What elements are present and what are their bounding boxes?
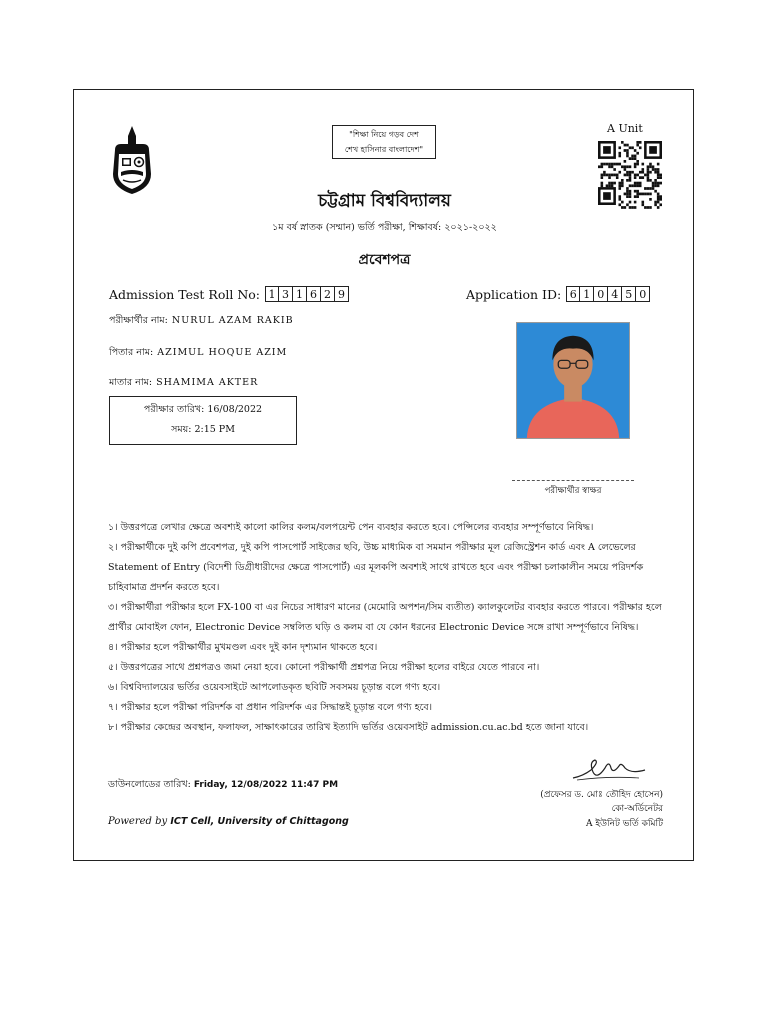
instruction-item: ৬। বিশ্ববিদ্যালয়ের ভর্তির ওয়েবসাইটে আপলোডকৃত ছবিটি সবসময় চূড়ান্ত বলে গণ্য হবে। bbox=[108, 682, 441, 693]
instruction-item: ৭। পরীক্ষার হলে পরীক্ষা পরিদর্শক বা প্রধান পরিদর্শক এর সিদ্ধান্তই চূড়ান্ত বলে গণ্য হবে। bbox=[108, 702, 433, 713]
instruction-item: ২। পরীক্ষার্থীকে দুই কপি প্রবেশপত্র, দুই কপি পাসপোর্ট সাইজের ছবি, উচ্চ মাধ্যমিক বা সমমান পরীক্ষার মূল রেজিস্ট্রেশন কার্ড এবং A লেভেলের Statement of Entry (বিদেশী ডিগ্রীধারীদের ক্ষেত্রে পাসপোর্ট) এর মূলকপি অবশ্যই সাথে রাখতে হবে এবং পরীক্ষা চলাকালীন সময়ে পরিদর্শক চাহিবামাত্র প্রদর্শন করতে হবে। bbox=[108, 542, 644, 593]
candidate-photo bbox=[516, 322, 630, 439]
powered-label: Powered by bbox=[108, 816, 168, 827]
exam-date-label: পরীক্ষার তারিখ: bbox=[143, 404, 205, 415]
download-date-row bbox=[108, 778, 338, 793]
download-date-label: ডাউনলোডের তারিখ: bbox=[108, 779, 191, 790]
exam-schedule-box bbox=[109, 396, 297, 445]
exam-time-label: সময়: bbox=[171, 424, 192, 435]
candidate-name-row bbox=[109, 314, 294, 329]
exam-date-row bbox=[110, 400, 296, 420]
application-id bbox=[466, 286, 650, 302]
coordinator-role: কো-অর্ডিনেটর bbox=[611, 804, 663, 814]
roll-digit: 9 bbox=[335, 286, 349, 302]
slogan-line-2: শেখ হাসিনার বাংলাদেশ" bbox=[344, 145, 424, 154]
admit-card bbox=[73, 89, 694, 861]
university-logo-icon bbox=[107, 124, 157, 196]
instruction-item: ৮। পরীক্ষার কেন্দ্রের অবস্থান, ফলাফল, সাক্ষাৎকারের তারিখ ইত্যাদি ভর্তির ওয়েবসাইট admission.cu.ac.bd হতে জানা যাবে। bbox=[108, 722, 589, 733]
mother-name: SHAMIMA AKTER bbox=[156, 377, 259, 388]
signature-line bbox=[512, 480, 634, 481]
father-name-label: পিতার নাম: bbox=[109, 347, 154, 358]
roll-number bbox=[109, 286, 349, 302]
application-digit: 5 bbox=[622, 286, 636, 302]
slogan-box bbox=[332, 125, 436, 159]
instruction-item: ৩। পরীক্ষার্থীরা পরীক্ষার হলে FX-100 বা এর নিচের সাধারণ মানের (মেমোরি অপশন/সিম ব্যতীত) ক্যালকুলেটর ব্যবহার করতে পারবে। পরীক্ষার হলে প্রার্থীর মোবাইল ফোন, Electronic Device সম্বলিত ঘড়ি ও কলম বা যে কোন ধরনের Electronic Device সঙ্গে রাখা সম্পূর্ণভাবে নিষিদ্ধ। bbox=[108, 602, 662, 633]
application-digit: 1 bbox=[580, 286, 594, 302]
roll-digit: 1 bbox=[265, 286, 279, 302]
download-date: Friday, 12/08/2022 11:47 PM bbox=[193, 780, 339, 790]
roll-digit: 2 bbox=[321, 286, 335, 302]
signature-label: পরীক্ষার্থীর স্বাক্ষর bbox=[544, 486, 602, 496]
coordinator-name: (প্রফেসর ড. মোঃ তৌহিদ হোসেন) bbox=[540, 790, 663, 800]
admission-committee: A ইউনিট ভর্তি কমিটি bbox=[585, 819, 663, 829]
application-label: Application ID: bbox=[466, 286, 562, 302]
instruction-item: ৪। পরীক্ষার হলে পরীক্ষার্থীর মুখমণ্ডল এবং দুই কান দৃশ্যমান থাকতে হবে। bbox=[108, 642, 378, 653]
slogan-line-1: "শিক্ষা নিয়ে গড়ব দেশ bbox=[349, 130, 419, 139]
exam-description: ১ম বর্ষ স্নাতক (সম্মান) ভর্তি পরীক্ষা, শিক্ষাবর্ষ: ২০২১-২০২২ bbox=[272, 222, 497, 233]
instruction-item: ১। উত্তরপত্রে লেখার ক্ষেত্রে অবশ্যই কালো কালির কলম/বলপয়েন্ট পেন ব্যবহার করতে হবে। পেন্সিলের ব্যবহার সম্পূর্ণভাবে নিষিদ্ধ। bbox=[108, 522, 594, 533]
roll-digits bbox=[265, 286, 349, 302]
powered-by-org: ICT Cell, University of Chittagong bbox=[170, 816, 349, 827]
university-name: চট্টগ্রাম বিশ্ববিদ্যালয় bbox=[318, 191, 451, 211]
candidate-name: NURUL AZAM RAKIB bbox=[171, 315, 294, 326]
candidate-name-label: পরীক্ষার্থীর নাম: bbox=[109, 315, 168, 326]
coordinator-signature-icon bbox=[569, 754, 649, 784]
roll-digit: 3 bbox=[279, 286, 293, 302]
application-digits bbox=[566, 286, 650, 302]
application-digit: 0 bbox=[594, 286, 608, 302]
exam-date: 16/08/2022 bbox=[207, 404, 263, 415]
exam-time-row bbox=[110, 420, 296, 440]
application-digit: 6 bbox=[566, 286, 580, 302]
exam-time: 2:15 PM bbox=[194, 424, 235, 435]
instruction-item: ৫। উত্তরপত্রের সাথে প্রশ্নপত্রও জমা নেয়া হবে। কোনো পরীক্ষার্থী প্রশ্নপত্র নিয়ে পরীক্ষা হলের বাইরে যেতে পারবে না। bbox=[108, 662, 540, 673]
father-name: AZIMUL HOQUE AZIM bbox=[157, 347, 288, 358]
application-digit: 0 bbox=[636, 286, 650, 302]
application-digit: 4 bbox=[608, 286, 622, 302]
mother-name-row bbox=[109, 376, 258, 391]
document-title: প্রবেশপত্র bbox=[358, 252, 411, 268]
mother-name-label: মাতার নাম: bbox=[109, 377, 153, 388]
instructions-list bbox=[108, 518, 664, 738]
unit-label: A Unit bbox=[607, 122, 643, 135]
roll-label: Admission Test Roll No: bbox=[109, 286, 261, 302]
father-name-row bbox=[109, 346, 287, 361]
powered-by-row bbox=[108, 816, 349, 827]
roll-digit: 1 bbox=[293, 286, 307, 302]
roll-digit: 6 bbox=[307, 286, 321, 302]
